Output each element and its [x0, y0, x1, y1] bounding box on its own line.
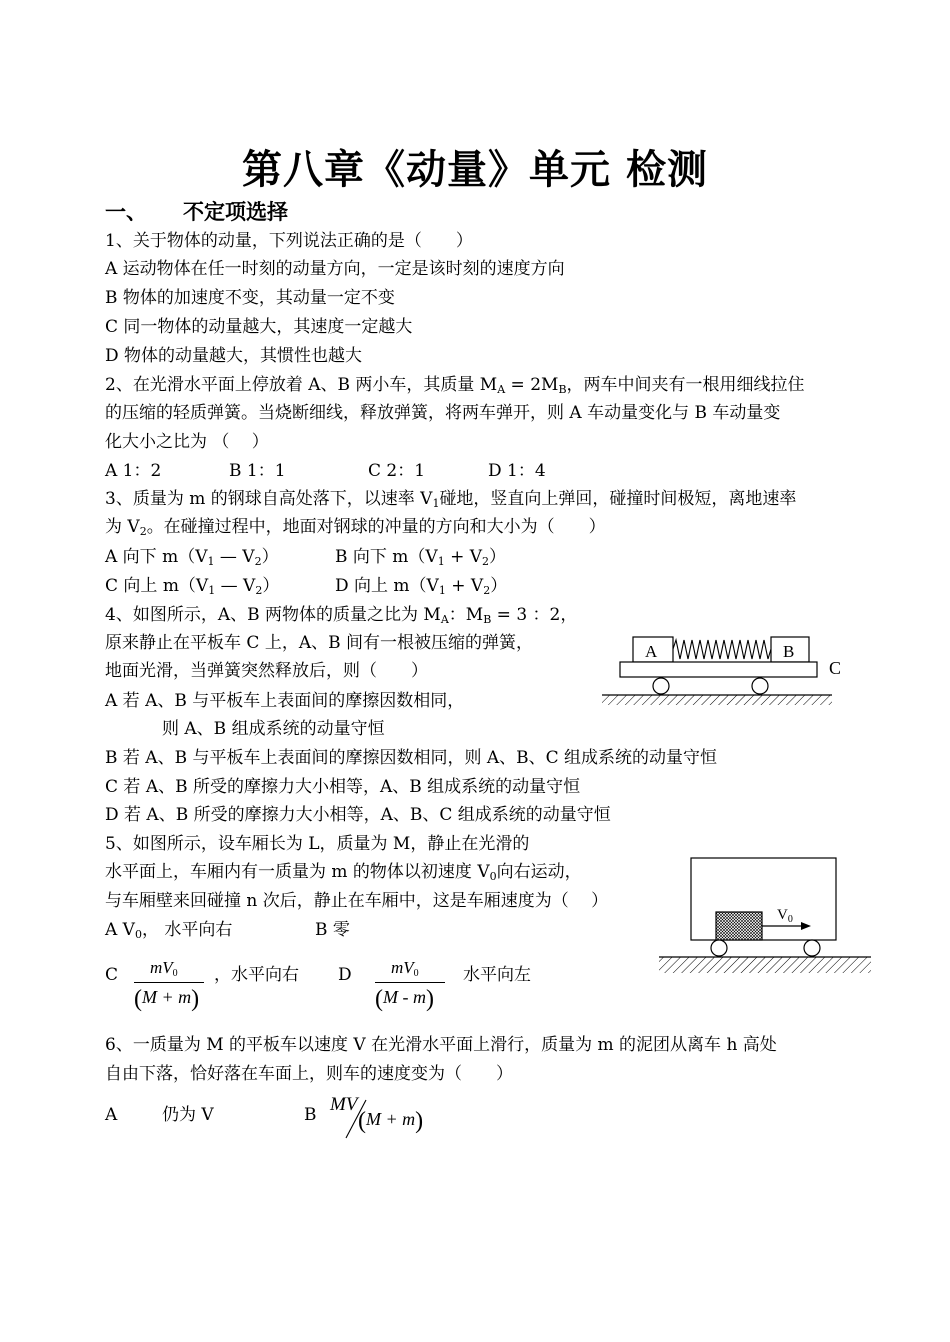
q4-option-a-line-1: A 若 A、B 与平板车上表面间的摩擦因数相同，: [105, 691, 465, 711]
q6-option-b-label: B: [304, 1105, 317, 1125]
section-name: 不定项选择: [183, 200, 288, 224]
q4-line-2: 原来静止在平板车 C 上，A、B 间有一根被压缩的弹簧，: [105, 633, 533, 653]
q4-option-d: D 若 A、B 所受的摩擦力大小相等，A、B、C 组成系统的动量守恒: [105, 805, 611, 825]
q5-option-d-fraction: [373, 958, 453, 1018]
q6-option-a-text: 仍为 V: [162, 1105, 214, 1125]
q2-line-1: 2、在光滑水平面上停放着 A、B 两小车，其质量 $M_A = 2M_B$，两车中间夹有一根用细线拉住: [105, 375, 805, 396]
q5-velocity-label: $V_0$: [777, 907, 793, 925]
q4-spring: [673, 640, 771, 659]
q1-option-d: D 物体的动量越大，其惯性也越大: [105, 346, 363, 366]
q5-c-denominator: (M + m): [134, 986, 200, 1012]
q2-line-3: 化大小之比为 （ ）: [105, 432, 269, 452]
q3-option-d: D 向上 $m(V_1 + V_2)$: [335, 576, 508, 597]
q5-option-d-text: 水平向左: [463, 965, 531, 985]
q5-option-a: A $V_0$， 水平向右: [105, 920, 233, 941]
q1-option-c: C 同一物体的动量越大，其速度一定越大: [105, 317, 413, 337]
q2-line-2: 的压缩的轻质弹簧。当烧断细线，释放弹簧，将两车弹开，则 A 车动量变化与 B 车动量变: [105, 403, 781, 423]
q5-option-b: B 零: [315, 920, 350, 940]
q6-b-denominator: (M + m): [358, 1108, 424, 1134]
q5-wheel-left: [711, 940, 727, 956]
q4-ground-hatch: [602, 695, 832, 705]
q5-line-3: 与车厢壁来回碰撞 n 次后，静止在车厢中，这是车厢速度为（ ）: [105, 891, 609, 911]
q6-line-2: 自由下落，恰好落在车面上，则车的速度变为（ ）: [105, 1064, 513, 1084]
page-title: 第八章《动量》单元 检测: [242, 147, 708, 193]
q5-d-denominator: (M - m): [375, 986, 434, 1012]
q1-option-a: A 运动物体在任一时刻的动量方向，一定是该时刻的速度方向: [105, 259, 565, 279]
q5-line-1: 5、如图所示，设车厢长为 L，质量为 M，静止在光滑的: [105, 834, 530, 854]
q4-option-b: B 若 A、B 与平板车上表面间的摩擦因数相同，则 A、B、C 组成系统的动量守恒: [105, 748, 718, 768]
q5-option-c-text: ，水平向右: [214, 965, 299, 985]
q4-option-a-line-2: 则 A、B 组成系统的动量守恒: [162, 719, 385, 739]
q4-figure: [600, 628, 850, 718]
q5-carriage: [691, 858, 836, 940]
q5-option-c-fraction: [130, 958, 210, 1018]
q2-option-c: C 2：1: [368, 461, 426, 481]
q4-line-3: 地面光滑，当弹簧突然释放后，则（ ）: [105, 661, 428, 681]
q3-options-ab: [105, 546, 506, 568]
q4-block-a-label: A: [645, 642, 658, 661]
q5-d-fraction-bar: [375, 982, 445, 983]
q3-line-2: 为 $V_2$。在碰撞过程中，地面对钢球的冲量的方向和大小为（ ）: [105, 517, 606, 538]
q1-option-b: B 物体的加速度不变，其动量一定不变: [105, 288, 395, 308]
q5-c-numerator: $mV_0$: [150, 958, 178, 979]
q4-wheel-right: [752, 678, 768, 694]
section-number: 一、: [105, 200, 147, 224]
q5-option-c-label: C: [105, 965, 119, 985]
section-heading: [105, 199, 288, 225]
q6-option-a-label: A: [105, 1105, 118, 1125]
q4-line-1: 4、如图所示，A、B 两物体的质量之比为 $M_A$：$M_B = 3$ ：2，: [105, 605, 578, 626]
q4-cart-label: C: [829, 658, 842, 678]
q2-option-a: A 1：2: [105, 461, 162, 481]
q1-stem: 1、关于物体的动量，下列说法正确的是（ ）: [105, 231, 473, 251]
q3-option-c: C 向上 $m(V_1$ — $V_2$）: [105, 576, 280, 597]
q6-line-1: 6、一质量为 M 的平板车以速度 V 在光滑水平面上滑行，质量为 m 的泥团从离车 h 高处: [105, 1035, 777, 1055]
q4-block-b-label: B: [783, 642, 795, 661]
q6-b-numerator: MV: [330, 1094, 358, 1115]
q4-platform-cart: [620, 662, 817, 677]
q6-option-b-fraction: [328, 1094, 438, 1144]
q2-option-b: B 1：1: [229, 461, 286, 481]
q4-wheel-left: [653, 678, 669, 694]
q5-options-ab: [105, 919, 350, 941]
q5-d-numerator: $mV_0$: [391, 958, 419, 979]
q5-figure: [655, 855, 875, 980]
q3-line-1: 3、质量为 m 的钢球自高处落下，以速率 $V_1$碰地，竖直向上弹回，碰撞时间极短，离地速率: [105, 489, 797, 510]
q3-options-cd: [105, 575, 507, 597]
q5-ground-hatch: [659, 957, 871, 973]
q3-option-b: B 向下 $m(V_1 + V_2)$: [335, 547, 507, 568]
q5-small-block: [716, 912, 762, 940]
q3-option-a: A 向下 $m(V_1$ — $V_2$）: [105, 547, 279, 568]
q5-option-d-label: D: [338, 965, 352, 985]
q2-options: [105, 460, 546, 482]
q5-c-fraction-bar: [134, 982, 204, 983]
q5-wheel-right: [804, 940, 820, 956]
q2-option-d: D 1：4: [488, 461, 546, 481]
q5-line-2: 水平面上，车厢内有一质量为 m 的物体以初速度 $V_0$向右运动，: [105, 862, 582, 883]
q4-option-c: C 若 A、B 所受的摩擦力大小相等，A、B 组成系统的动量守恒: [105, 777, 581, 797]
